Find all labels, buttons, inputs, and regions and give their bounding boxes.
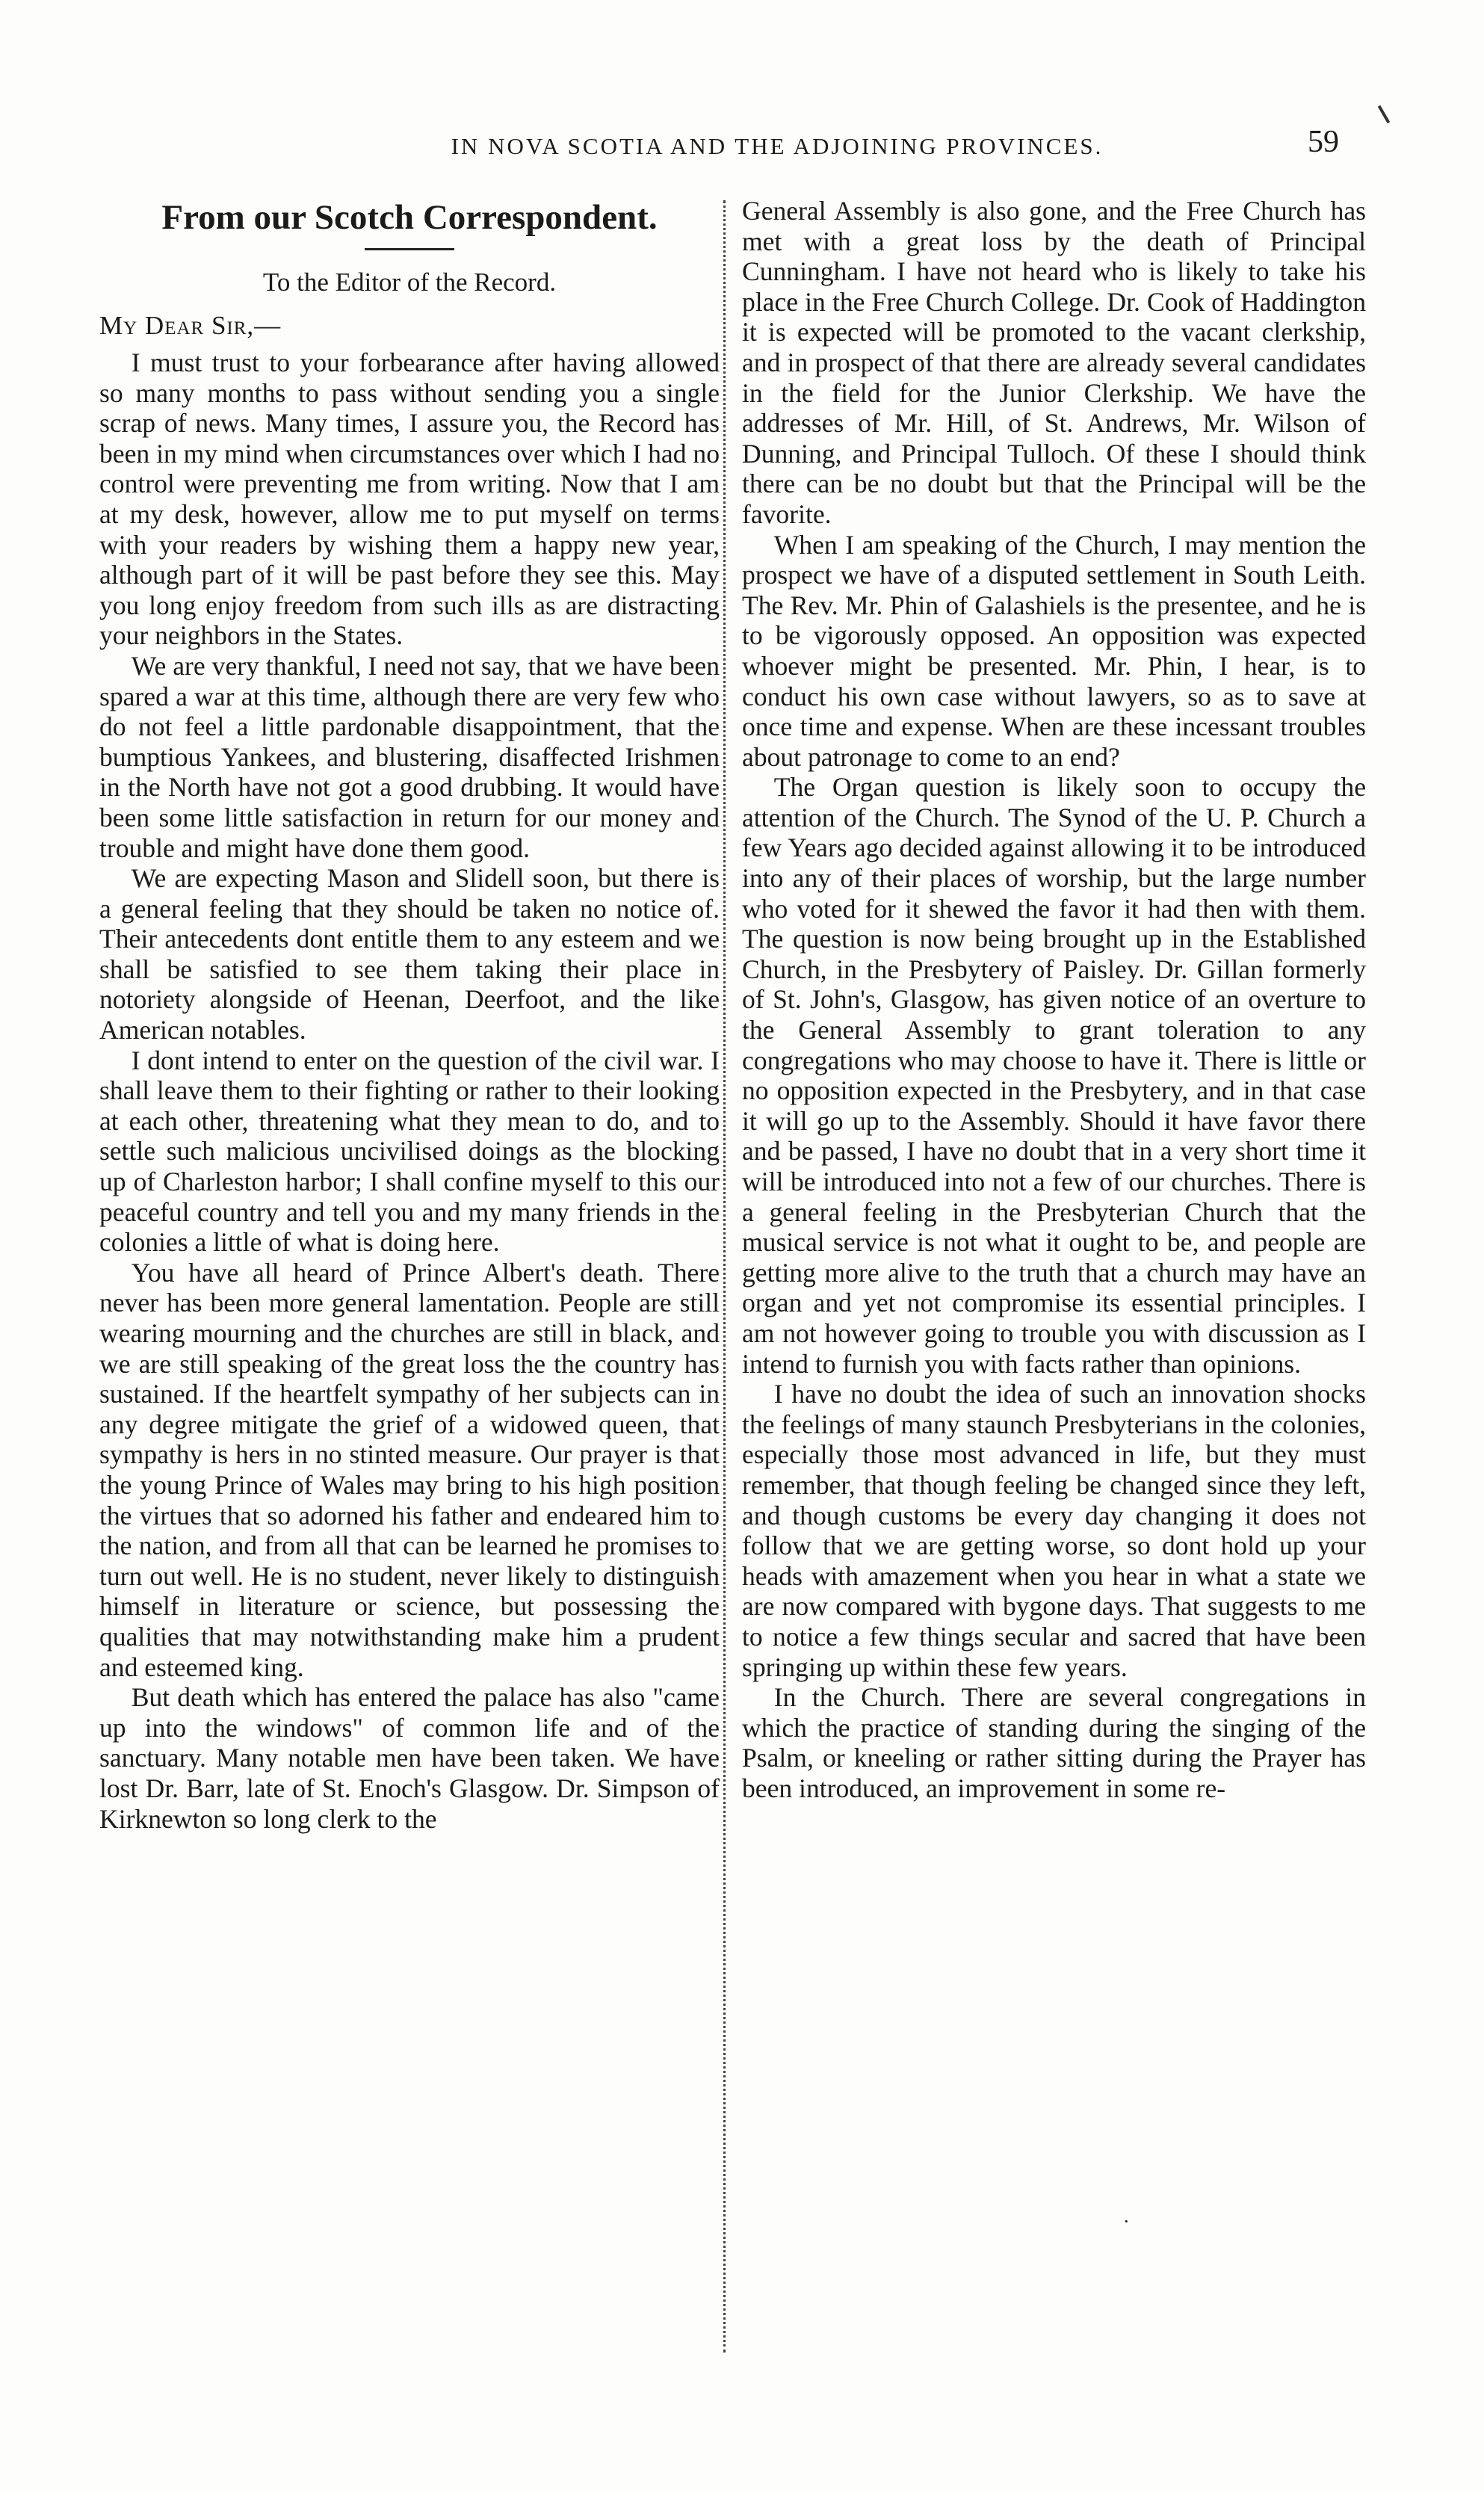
ink-speck: · <box>1123 2211 1130 2232</box>
column-divider <box>723 200 726 2353</box>
paragraph: You have all heard of Prince Albert's death. There never has been more general lamentation. People are still wearing mourning and the churches are still in black, and we are still speaking of the great loss the the country has sustained. If the heartfelt sympathy of her subjects can in any degree mitigate the grief of a widowed queen, that sympathy is hers in no stinted measure. Our prayer is that the young Prince of Wales may bring to his high position the virtues that so adorned his father and endeared him to the nation, and from all that can be learned he promises to turn out well. He is no student, never likely to distinguish himself in literature or science, but possessing the qualities that may notwithstanding make him a prudent and esteemed king. <box>99 1257 720 1682</box>
headline-rule <box>365 248 454 250</box>
paragraph: In the Church. There are several congregations in which the practice of standing during the singing of the Psalm, or kneeling or rather sitting during the Prayer has been introduced, an improvement in some re- <box>742 1682 1366 1803</box>
page-number: 59 <box>1308 125 1339 159</box>
paragraph: But death which has entered the palace has also "came up into the windows" of common life and of the sanctuary. Many notable men have been taken. We have lost Dr. Barr, late of St. Enoch's Glasgow. Dr. Simpson of Kirknewton so long clerk to the <box>99 1682 720 1834</box>
article-headline: From our Scotch Correspondent. <box>161 198 658 237</box>
paragraph: The Organ question is likely soon to occupy the attention of the Church. The Synod of the U. P. Church a few Years ago decided against allowing it to be introduced into any of their places of worship, but the large number who voted for it shewed the favor it had then with them. The question is now being brought up in the Established Church, in the Presbytery of Paisley. Dr. Gillan formerly of St. John's, Glasgow, has given notice of an overture to the General Assembly to grant toleration to any congregations who may choose to have it. There is little or no opposition expected in the Presbytery, and in that case it will go up to the Assembly. Should it have favor there and be passed, I have no doubt that in a very short time it will be introduced into not a few of our churches. There is a general feeling in the Presbyterian Church that the musical service is not what it ought to be, and people are getting more alive to the truth that a church may have an organ and yet not compromise its essential principles. I am not however going to trouble you with discussion as I intend to furnish you with facts rather than opinions. <box>742 772 1366 1379</box>
paragraph: We are very thankful, I need not say, that we have been spared a war at this time, although there are very few who do not feel a little pardonable disappointment, that the bumptious Yankees, and blustering, disaffected Irishmen in the North have not got a good drubbing. It would have been some little satisfaction in return for our money and trouble and might have done them good. <box>99 650 720 863</box>
addressee-line: To the Editor of the Record. <box>262 268 557 297</box>
running-head: IN NOVA SCOTIA AND THE ADJOINING PROVINCES. <box>451 133 1104 159</box>
paragraph: When I am speaking of the Church, I may mention the prospect we have of a disputed settlement in South Leith. The Rev. Mr. Phin of Galashiels is the presentee, and he is to be vigorously opposed. An opposition was expected whoever might be presented. Mr. Phin, I hear, is to conduct his own case without lawyers, so as to save at once time and expense. When are these incessant troubles about patronage to come to an end? <box>742 529 1366 772</box>
salutation: My Dear Sir,— <box>99 311 282 340</box>
paragraph: We are expecting Mason and Slidell soon, but there is a general feeling that they should be taken no notice of. Their antecedents dont entitle them to any esteem and we shall be satisfied to see them taking their place in notoriety alongside of Heenan, Deerfoot, and the like American notables. <box>99 863 720 1045</box>
right-column <box>742 196 1366 1803</box>
paragraph: I must trust to your forbearance after having allowed so many months to pass without sending you a single scrap of news. Many times, I assure you, the Record has been in my mind when circumstances over which I had no control were preventing me from writing. Now that I am at my desk, however, allow me to put myself on terms with your readers by wishing them a happy new year, although part of it will be past before they see this. May you long enjoy freedom from such ills as are distracting your neighbors in the States. <box>99 347 720 651</box>
paragraph: I have no doubt the idea of such an innovation shocks the feelings of many staunch Presbyterians in the colonies, especially those most advanced in life, but they must remember, that though feeling be changed since they left, and though customs be every day changing it does not follow that we are getting worse, so dont hold up your heads with amazement when you hear in what a state we are now compared with bygone days. That suggests to me to notice a few things secular and sacred that have been springing up within these few years. <box>742 1379 1366 1682</box>
pen-tick-mark <box>1378 105 1390 124</box>
left-column <box>99 196 720 1834</box>
paragraph: I dont intend to enter on the question of the civil war. I shall leave them to their fighting or rather to their looking at each other, threatening what they mean to do, and to settle such malicious uncivilised doings as the blocking up of Charleston harbor; I shall confine myself to this our peaceful country and tell you and my many friends in the colonies a little of what is doing here. <box>99 1045 720 1258</box>
paragraph-continued: General Assembly is also gone, and the Free Church has met with a great loss by the death of Principal Cunningham. I have not heard who is likely to take his place in the Free Church College. Dr. Cook of Haddington it is expected will be promoted to the vacant clerkship, and in prospect of that there are already several candidates in the field for the Junior Clerkship. We have the addresses of Mr. Hill, of St. Andrews, Mr. Wilson of Dunning, and Principal Tulloch. Of these I should think there can be no doubt but that the Principal will be the favorite. <box>742 196 1366 529</box>
